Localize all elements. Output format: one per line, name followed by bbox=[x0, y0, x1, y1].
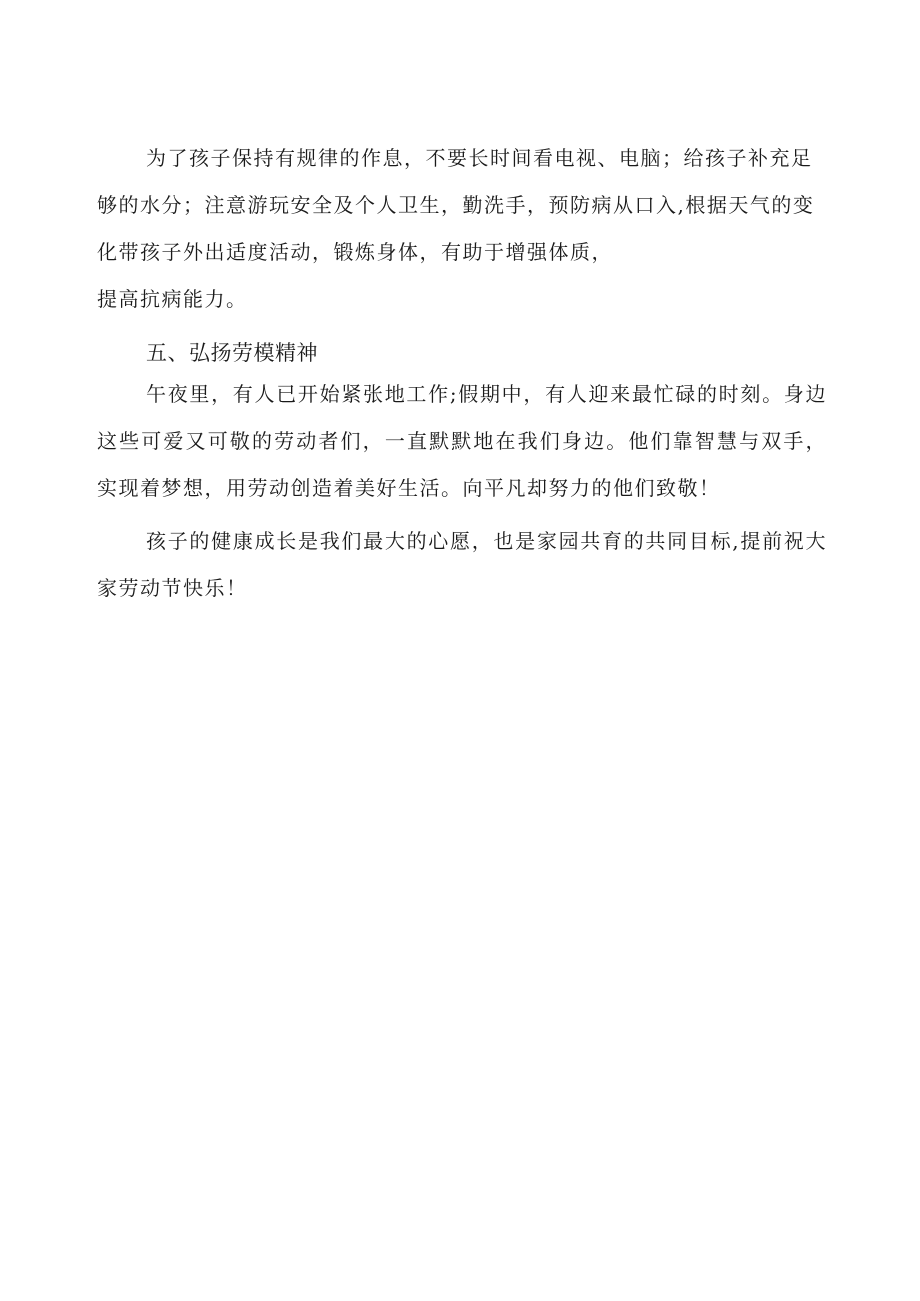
paragraph-workers-tribute: 午夜里，有人已开始紧张地工作;假期中，有人迎来最忙碌的时刻。身边这些可爱又可敬的劳动者们，一直默默地在我们身边。他们靠智慧与双手，实现着梦想，用劳动创造着美好生活。向平凡却努力的他们致敬！ bbox=[97, 382, 827, 500]
paragraph-line: 为了孩子保持有规律的作息，不要长时间看电视、电脑；给孩子补充足 bbox=[146, 146, 813, 170]
paragraph-health-tips bbox=[97, 135, 827, 276]
paragraph-line-standalone: 提高抗病能力。 bbox=[97, 287, 248, 311]
paragraph-closing-wishes: 孩子的健康成长是我们最大的心愿，也是家园共育的共同目标,提前祝大家劳动节快乐！ bbox=[97, 529, 827, 600]
section-heading: 五、弘扬劳模精神 bbox=[146, 341, 318, 365]
paragraph-line: 化带孩子外出适度活动，锻炼身体，有助于增强体质， bbox=[97, 240, 613, 264]
paragraph-line: 够的水分；注意游玩安全及个人卫生，勤洗手，预防病从口入,根据天气的变 bbox=[97, 193, 815, 217]
